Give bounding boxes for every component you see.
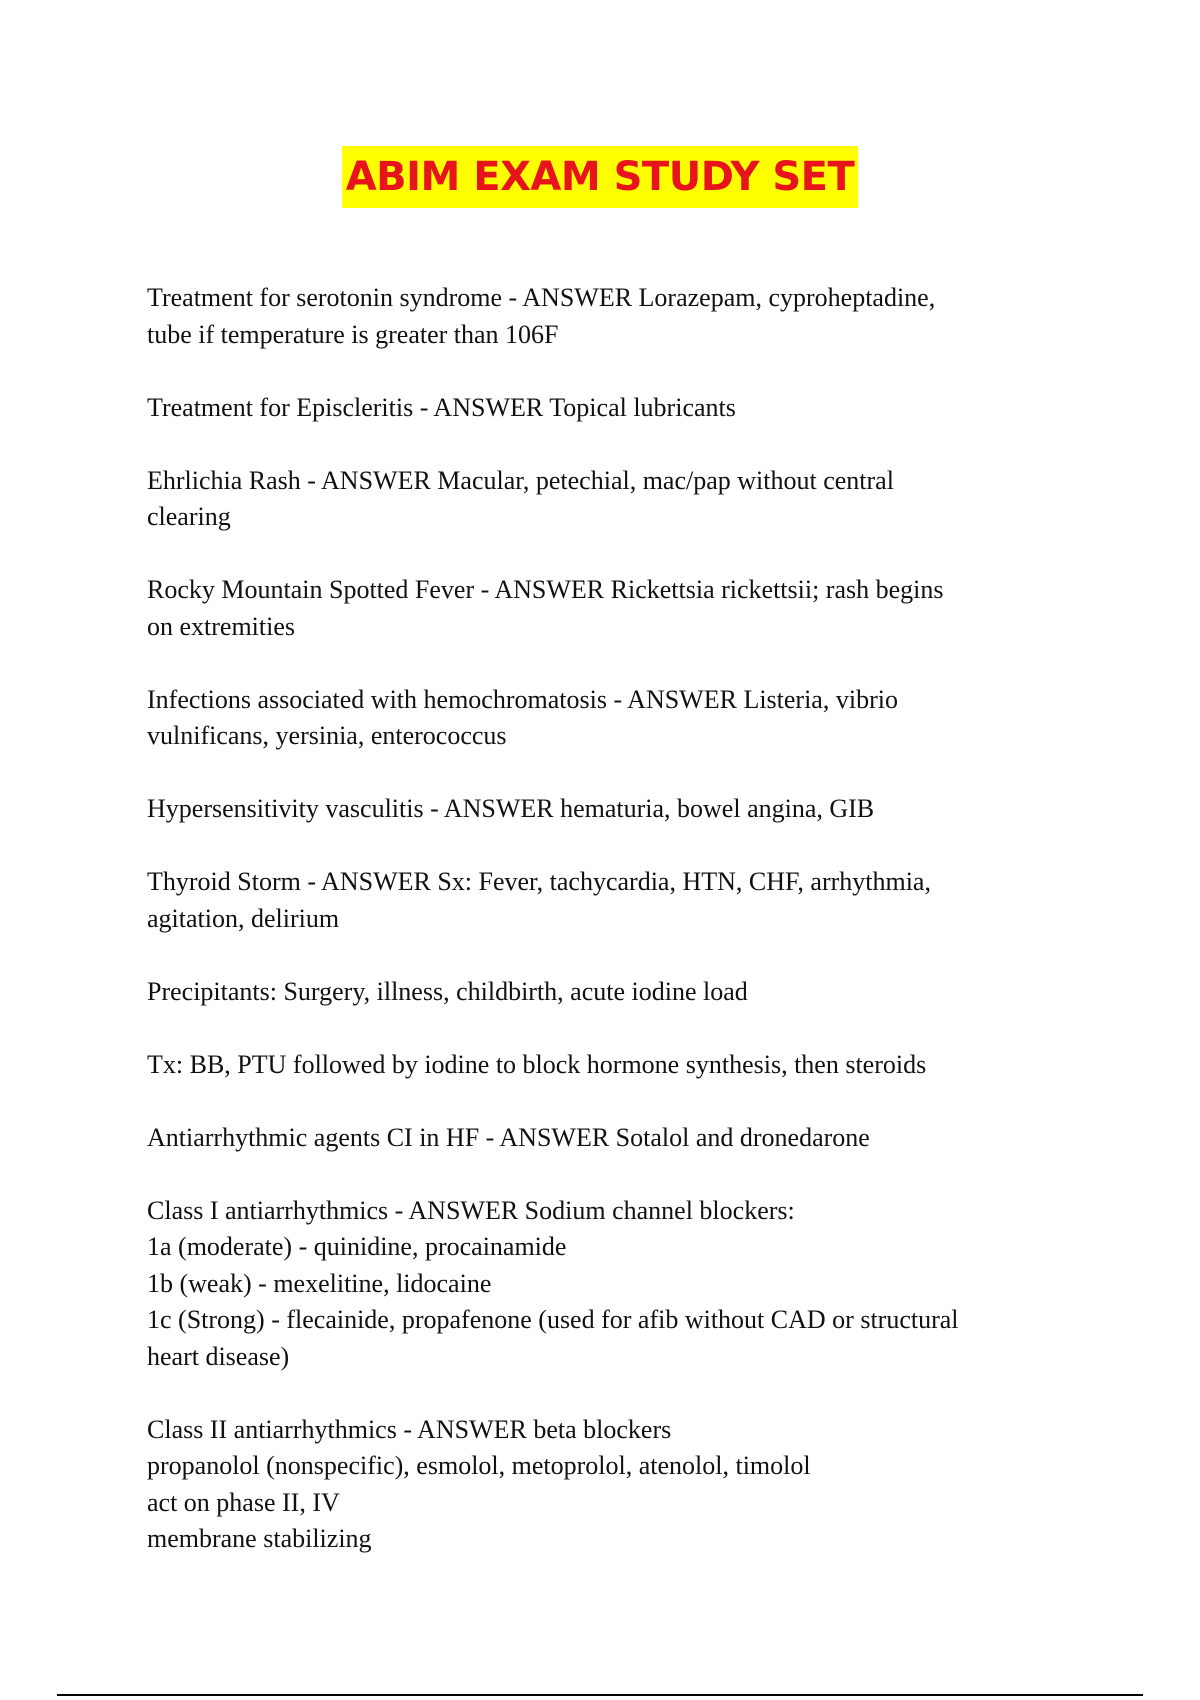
entry-list	[147, 280, 1047, 1594]
qa-entry-line: clearing	[147, 502, 231, 531]
qa-entry-line: on extremities	[147, 611, 296, 641]
qa-entry-line-first: Antiarrhythmic agents CI in HF - ANSWER Sotalol and dronedarone	[147, 1122, 870, 1152]
qa-entry-line-first: Treatment for Episcleritis - ANSWER Topical lubricants	[147, 392, 736, 422]
qa-entry-line-first: Class II antiarrhythmics - ANSWER beta blockers	[147, 1414, 672, 1444]
qa-entry	[147, 463, 1047, 536]
qa-entry-line-first: Precipitants: Surgery, illness, childbirth, acute iodine load	[147, 976, 748, 1006]
qa-entry-line: propanolol (nonspecific), esmolol, metoprolol, atenolol, timolol	[147, 1451, 811, 1480]
qa-entry-line: tube if temperature is greater than 106F	[147, 319, 559, 349]
qa-entry	[147, 572, 1047, 645]
qa-entry-line: heart disease)	[147, 1341, 290, 1371]
qa-entry-line-first: Rocky Mountain Spotted Fever - ANSWER Rickettsia rickettsii; rash begins	[147, 575, 944, 604]
qa-entry	[147, 1047, 1047, 1084]
qa-entry-line-first: Ehrlichia Rash - ANSWER Macular, petechial, mac/pap without central	[147, 465, 894, 495]
document-title: ABIM EXAM STUDY SET	[342, 146, 859, 208]
qa-entry-line: membrane stabilizing	[147, 1524, 372, 1553]
qa-entry	[147, 390, 1047, 427]
qa-entry-line: agitation, delirium	[147, 903, 340, 933]
qa-entry	[147, 864, 1047, 937]
qa-entry	[147, 682, 1047, 755]
title-container	[0, 146, 1200, 208]
qa-entry-line: act on phase II, IV	[147, 1487, 340, 1517]
qa-entry-line-first: Hypersensitivity vasculitis - ANSWER hematuria, bowel angina, GIB	[147, 794, 875, 823]
qa-entry-line: 1b (weak) - mexelitine, lidocaine	[147, 1268, 492, 1298]
qa-entry-line-first: Class I antiarrhythmics - ANSWER Sodium channel blockers:	[147, 1195, 795, 1225]
qa-entry	[147, 1412, 1047, 1558]
qa-entry-line-first: Tx: BB, PTU followed by iodine to block hormone synthesis, then steroids	[147, 1049, 927, 1079]
qa-entry	[147, 791, 1047, 828]
qa-entry-line: vulnificans, yersinia, enterococcus	[147, 721, 507, 750]
qa-entry	[147, 1120, 1047, 1157]
qa-entry-line-first: Thyroid Storm - ANSWER Sx: Fever, tachycardia, HTN, CHF, arrhythmia,	[147, 867, 931, 896]
qa-entry-line-first: Treatment for serotonin syndrome - ANSWER Lorazepam, cyproheptadine,	[147, 283, 936, 312]
qa-entry-line: 1c (Strong) - flecainide, propafenone (used for afib without CAD or structural	[147, 1305, 959, 1334]
qa-entry	[147, 1193, 1047, 1376]
qa-entry	[147, 280, 1047, 353]
qa-entry-line-first: Infections associated with hemochromatosis - ANSWER Listeria, vibrio	[147, 684, 898, 714]
footer-rule	[57, 1694, 1143, 1696]
qa-entry	[147, 974, 1047, 1011]
qa-entry-line: 1a (moderate) - quinidine, procainamide	[147, 1232, 567, 1261]
